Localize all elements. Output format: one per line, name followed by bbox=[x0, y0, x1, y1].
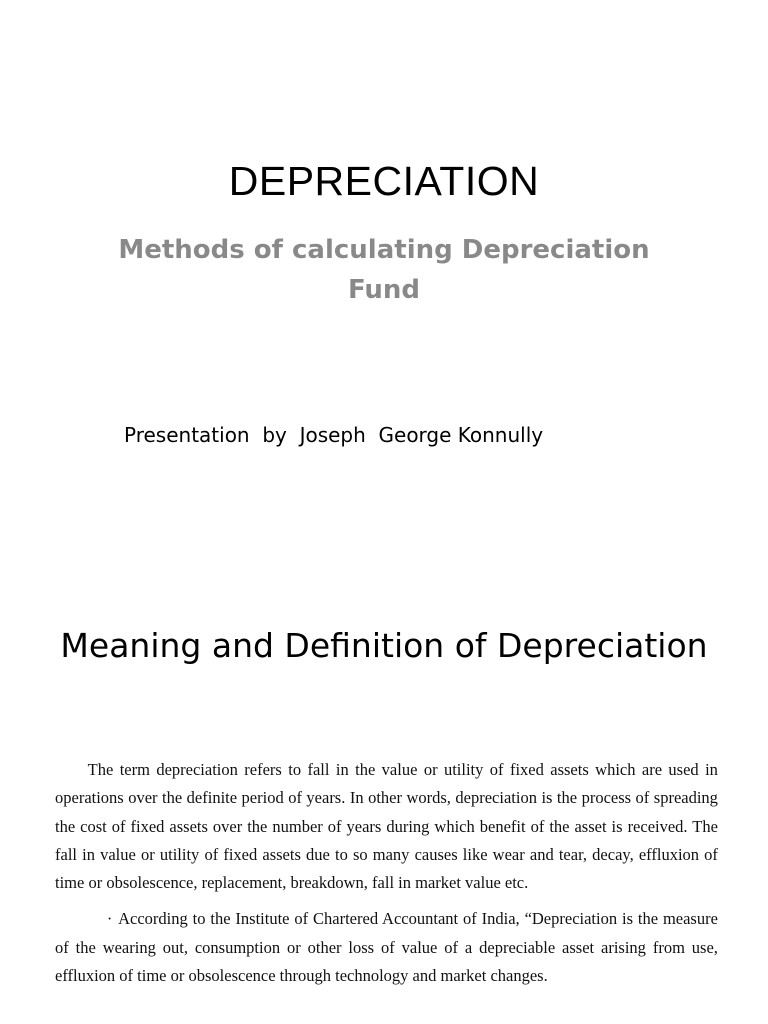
definition-paragraph-1: The term depreciation refers to fall in the value or utility of fixed assets which are used in operations over the definite period of years. In other words, depreciation is the process of spreading the cost of fixed assets over the number of years during which benefit of the asset is received. The fall in value or utility of fixed assets due to so many causes like wear and tear, decay, effluxion of time or obsolescence, replacement, breakdown, fall in market value etc. bbox=[55, 760, 718, 893]
slide-heading: Meaning and Definition of Depreciation bbox=[60, 626, 708, 665]
definition-paragraph-2 bbox=[55, 905, 718, 990]
definition-slide bbox=[0, 576, 768, 1024]
subtitle-line-2: Fund bbox=[347, 275, 421, 305]
slide-title: DEPRECIATION bbox=[228, 158, 540, 204]
definition-paragraph-2-text: According to the Institute of Chartered Accountant of India, “Depreciation is the measure of the wearing out, consumption or other loss of value of a depreciable asset arising from use, effluxion of time or obsolescence through technology and market changes. bbox=[55, 909, 718, 986]
presenter-byline: Presentation by Joseph George Konnully bbox=[124, 423, 544, 447]
slide-subtitle bbox=[100, 230, 668, 310]
subtitle-line-1: Methods of calculating Depreciation bbox=[118, 235, 650, 265]
scanned-text-block bbox=[55, 756, 719, 990]
bullet-marker: · bbox=[106, 909, 113, 929]
